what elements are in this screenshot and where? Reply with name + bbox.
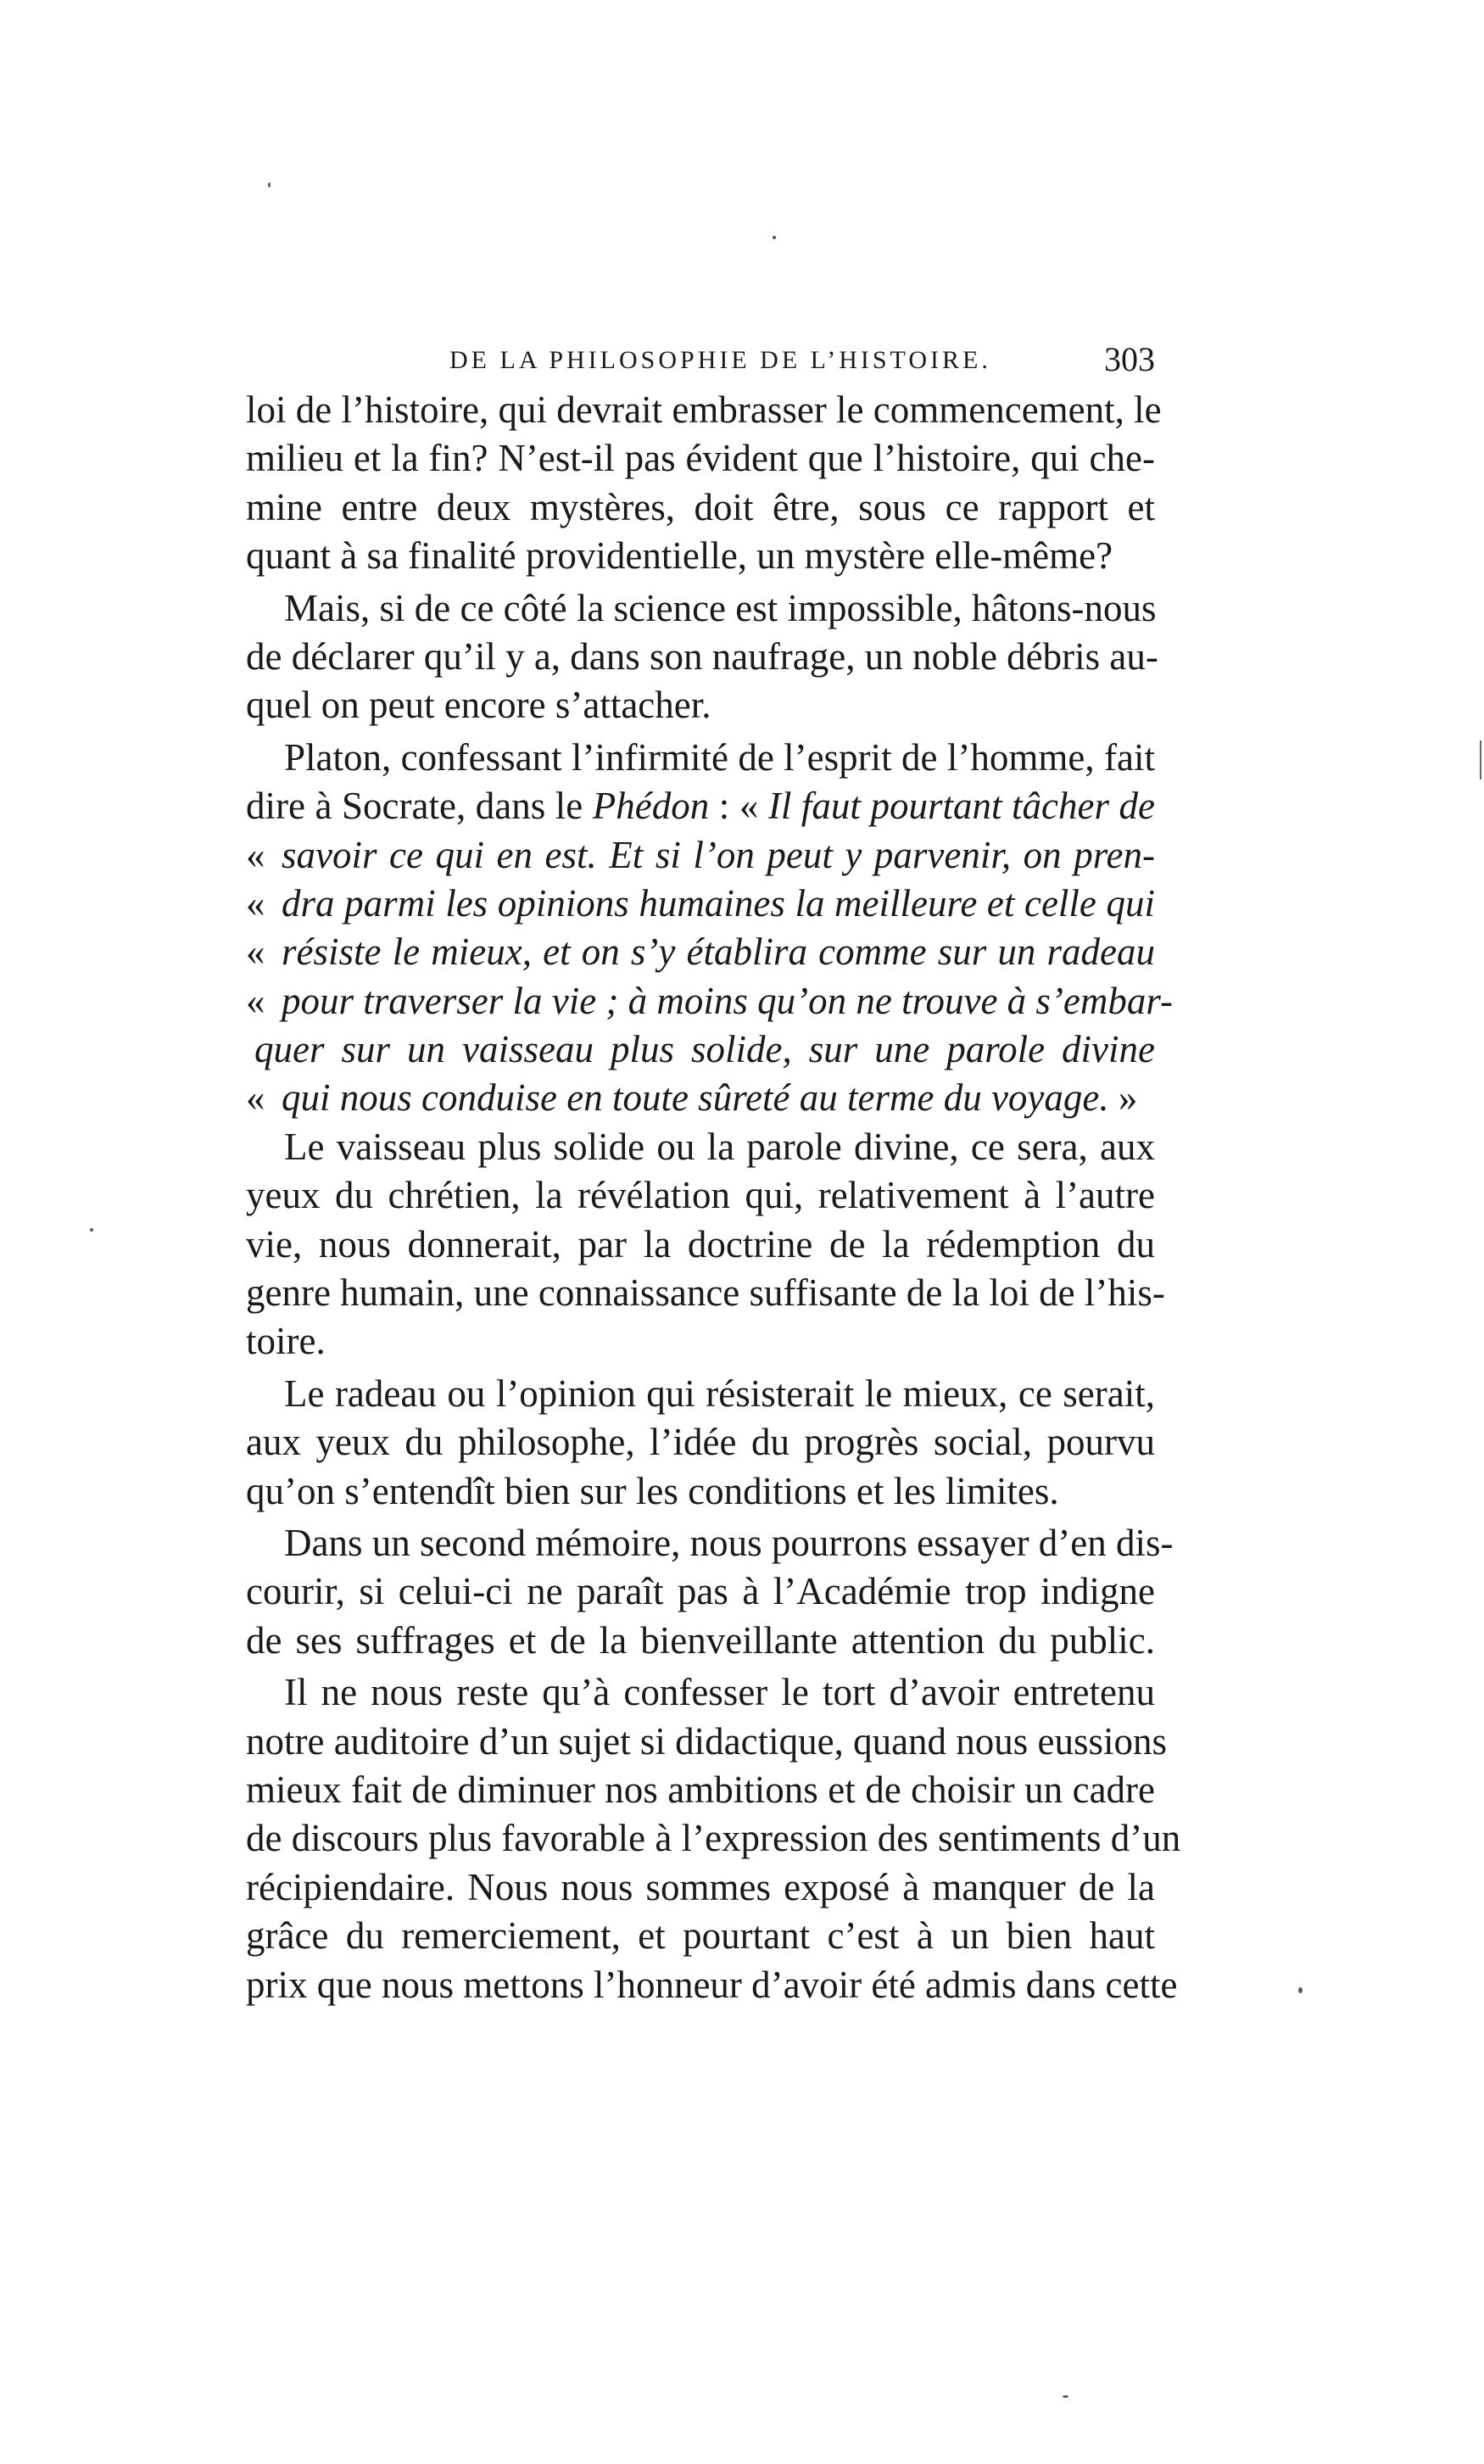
quote-intro-after: : « bbox=[709, 785, 768, 828]
text-line: mine entre deux mystères, doit être, sous ce rapport et bbox=[246, 485, 1155, 528]
text-line: Dans un second mémoire, nous pourrons essayer d’en dis- bbox=[284, 1521, 1174, 1564]
text-line: genre humain, une connaissance suffisante de la loi de l’his- bbox=[246, 1271, 1165, 1315]
scan-speck bbox=[90, 1228, 93, 1232]
quote-line-row bbox=[246, 1025, 1155, 1074]
quote-line: quer sur un vaisseau plus solide, sur une parole divine bbox=[254, 1028, 1155, 1071]
text-line: récipiendaire. Nous nous sommes exposé à manquer de la bbox=[246, 1865, 1155, 1908]
quote-mark: « bbox=[246, 979, 265, 1022]
scan-speck bbox=[773, 236, 776, 239]
text-line: quel on peut encore s’attacher. bbox=[246, 684, 711, 727]
quote-line: résiste le mieux, et on s’y établira comme sur un radeau bbox=[282, 930, 1155, 974]
quote-mark: « bbox=[246, 1076, 265, 1120]
text-line: Mais, si de ce côté la science est impossible, hâtons-nous bbox=[284, 586, 1157, 629]
text-line: Il ne nous reste qu’à confesser le tort d’avoir entretenu bbox=[284, 1671, 1155, 1714]
quote-line: savoir ce qui en est. Et si l’on peut y parvenir, on pren- bbox=[282, 833, 1155, 876]
quote-line-row bbox=[246, 831, 1155, 880]
text-line: yeux du chrétien, la révélation qui, relativement à l’autre bbox=[246, 1174, 1155, 1217]
text-line: courir, si celui-ci ne paraît pas à l’Académie trop indigne bbox=[246, 1570, 1155, 1613]
text-line: toire. bbox=[246, 1320, 326, 1363]
quote-intro-before: dire à Socrate, dans le bbox=[246, 785, 593, 828]
text-line: notre auditoire d’un sujet si didactique, quand nous eussions bbox=[246, 1719, 1168, 1763]
scan-speck bbox=[1298, 1987, 1303, 1993]
quote-line-row bbox=[246, 928, 1155, 976]
text-line: de déclarer qu’il y a, dans son naufrage, un noble débris au- bbox=[246, 634, 1158, 678]
text-line: Le vaisseau plus solide ou la parole divine, ce sera, aux bbox=[284, 1125, 1155, 1168]
page-number: 303 bbox=[1104, 340, 1155, 378]
work-title: Phédon bbox=[592, 785, 710, 828]
quote-mark: « bbox=[246, 881, 265, 925]
text-line: grâce du remerciement, et pourtant c’est à un bien haut bbox=[246, 1914, 1155, 1958]
text-line: vie, nous donnerait, par la doctrine de la rédemption du bbox=[246, 1222, 1155, 1266]
quote-close-mark: » bbox=[1108, 1076, 1138, 1120]
running-head bbox=[246, 338, 1155, 388]
quote-line: Il faut pourtant tâcher de bbox=[767, 785, 1155, 828]
quote-line-row bbox=[246, 880, 1155, 928]
text-line: Le radeau ou l’opinion qui résisterait le mieux, ce serait, bbox=[284, 1372, 1155, 1415]
text-line: milieu et la fin? N’est-il pas évident que l’histoire, qui che- bbox=[246, 437, 1155, 480]
quote-mark: « bbox=[246, 833, 265, 876]
text-line: de discours plus favorable à l’expression des sentiments d’un bbox=[246, 1817, 1181, 1860]
page-body bbox=[246, 386, 1181, 2009]
text-line: aux yeux du philosophe, l’idée du progrès social, pourvu bbox=[246, 1421, 1155, 1464]
text-line: loi de l’histoire, qui devrait embrasser le commencement, le bbox=[246, 388, 1162, 431]
quote-line: dra parmi les opinions humaines la meilleure et celle qui bbox=[282, 881, 1155, 925]
scan-speck bbox=[1063, 2395, 1068, 2398]
quote-mark: « bbox=[246, 930, 265, 974]
scan-margin-mark bbox=[1480, 740, 1481, 779]
quote-line: qui nous conduise en toute sûreté au terme du voyage. bbox=[282, 1076, 1109, 1120]
text-line: qu’on s’entendît bien sur les conditions et les limites. bbox=[246, 1469, 1059, 1512]
text-line: mieux fait de diminuer nos ambitions et de choisir un cadre bbox=[246, 1768, 1155, 1811]
quote-line-row bbox=[246, 1074, 1155, 1122]
text-line: prix que nous mettons l’honneur d’avoir été admis dans cette bbox=[246, 1963, 1178, 2006]
scan-speck bbox=[268, 182, 271, 187]
text-line: de ses suffrages et de la bienveillante attention du public. bbox=[246, 1618, 1155, 1662]
quote-line-row bbox=[246, 977, 1173, 1025]
running-title: DE LA PHILOSOPHIE DE L’HISTOIRE. bbox=[449, 346, 991, 374]
text-line: quant à sa finalité providentielle, un mystère elle-même? bbox=[246, 534, 1113, 578]
quote-intro-line bbox=[246, 782, 1155, 830]
quote-line: pour traverser la vie ; à moins qu’on ne trouve à s’embar- bbox=[282, 979, 1173, 1022]
text-line: Platon, confessant l’infirmité de l’esprit de l’homme, fait bbox=[284, 735, 1155, 779]
